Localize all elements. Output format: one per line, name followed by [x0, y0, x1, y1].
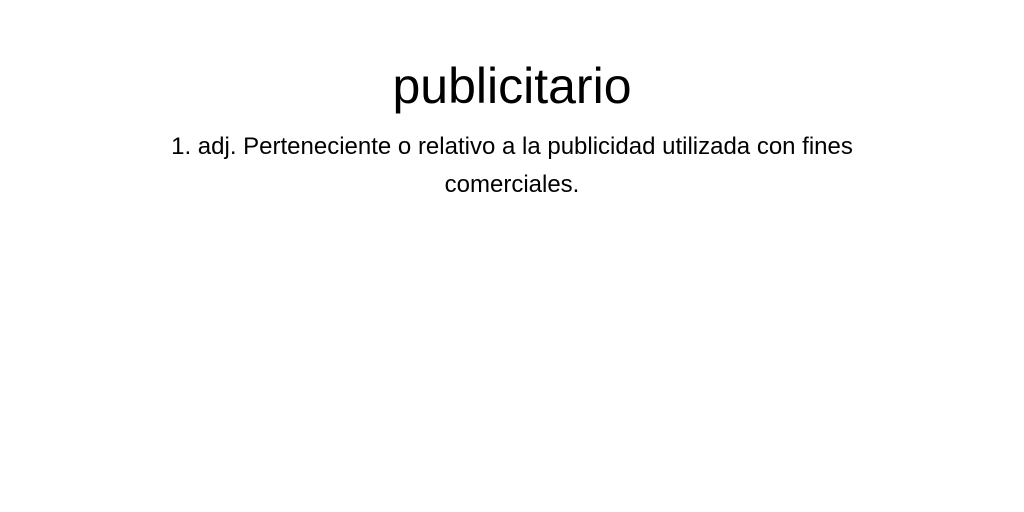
- definition-text: 1. adj. Perteneciente o relativo a la publicidad utilizada con fines comerciales.: [171, 133, 853, 198]
- headword: publicitario: [392, 58, 632, 114]
